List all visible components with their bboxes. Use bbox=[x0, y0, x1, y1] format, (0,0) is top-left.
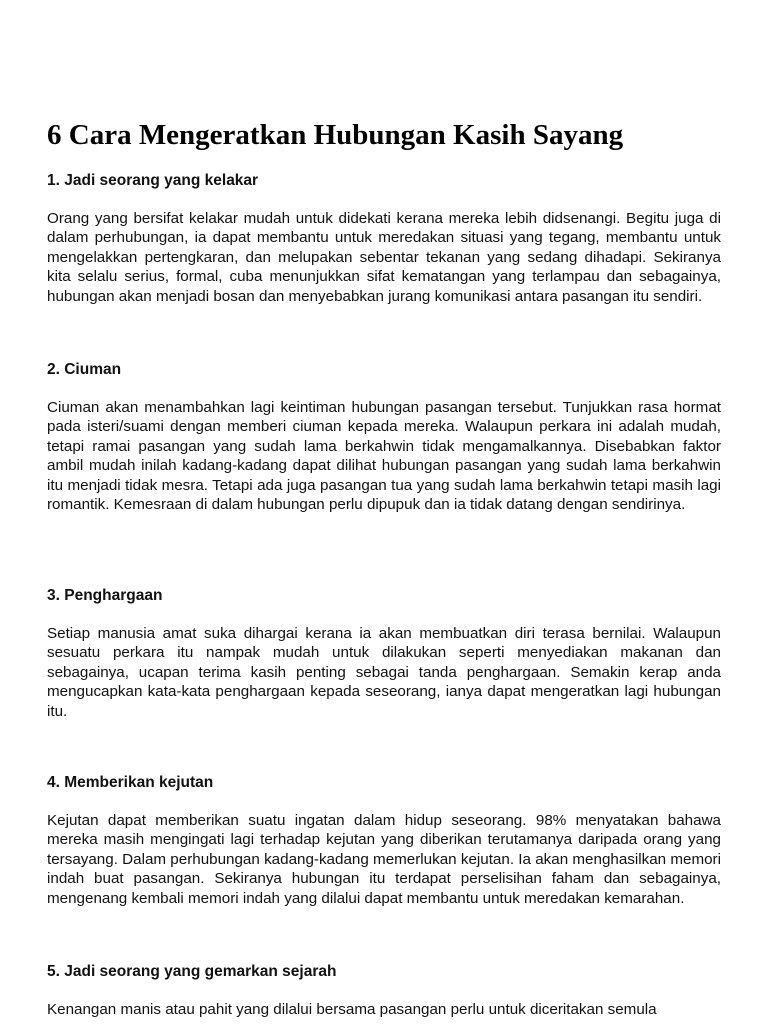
section-heading: 2. Ciuman bbox=[47, 361, 122, 378]
section-heading: 4. Memberikan kejutan bbox=[47, 774, 214, 791]
section-paragraph: Orang yang bersifat kelakar mudah untuk didekati kerana mereka lebih didsenangi. Begitu juga di dalam perhubungan, ia dapat membantu untuk meredakan situasi yang tegang, membantu untuk mengelakkan pertengkaran, dan melupakan sebentar tekanan yang sedang dihadapi. Sekiranya kita selalu serius, formal, cuba menunjukkan sifat kematangan yang terlampau dan sebagainya, hubungan akan menjadi bosan dan menyebabkan jurang komunikasi antara pasangan itu sendiri. bbox=[47, 210, 721, 305]
section-heading: 1. Jadi seorang yang kelakar bbox=[47, 172, 259, 189]
section-heading: 3. Penghargaan bbox=[47, 587, 163, 604]
section-paragraph: Kenangan manis atau pahit yang dilalui bersama pasangan perlu untuk diceritakan semula bbox=[47, 1001, 657, 1018]
section-paragraph: Setiap manusia amat suka dihargai kerana ia akan membuatkan diri terasa bernilai. Walaupun sesuatu perkara itu nampak mudah untuk dilakukan seperti menyediakan makanan dan sebagainya, ucapan terima kasih penting sebagai tanda penghargaan. Semakin kerap anda mengucapkan kata-kata penghargaan kepada seseorang, ianya dapat mengeratkan lagi hubungan itu. bbox=[47, 625, 721, 720]
section-paragraph: Ciuman akan menambahkan lagi keintiman hubungan pasangan tersebut. Tunjukkan rasa hormat pada isteri/suami dengan memberi ciuman kepada mereka. Walaupun perkara ini adalah mudah, tetapi ramai pasangan yang sudah lama berkahwin tidak mengamalkannya. Disebabkan faktor ambil mudah inilah kadang-kadang dapat dilihat hubungan pasangan yang sudah lama berkahwin itu menjadi tidak mesra. Tetapi ada juga pasangan tua yang sudah lama berkahwin tetapi masih lagi romantik. Kemesraan di dalam hubungan perlu dipupuk dan ia tidak datang dengan sendirinya. bbox=[47, 399, 721, 514]
section-paragraph: Kejutan dapat memberikan suatu ingatan dalam hidup seseorang. 98% menyatakan bahawa mereka masih mengingati lagi terhadap kejutan yang diberikan terutamanya daripada orang yang tersayang. Dalam perhubungan kadang-kadang memerlukan kejutan. Ia akan menghasilkan memori indah buat pasangan. Sekiranya hubungan itu terdapat perselisihan faham dan sebagainya, mengenang kembali memori indah yang dilalui dapat membantu untuk meredakan kemarahan. bbox=[47, 812, 721, 907]
page-title: 6 Cara Mengeratkan Hubungan Kasih Sayang bbox=[47, 119, 624, 151]
section-heading: 5. Jadi seorang yang gemarkan sejarah bbox=[47, 963, 337, 980]
